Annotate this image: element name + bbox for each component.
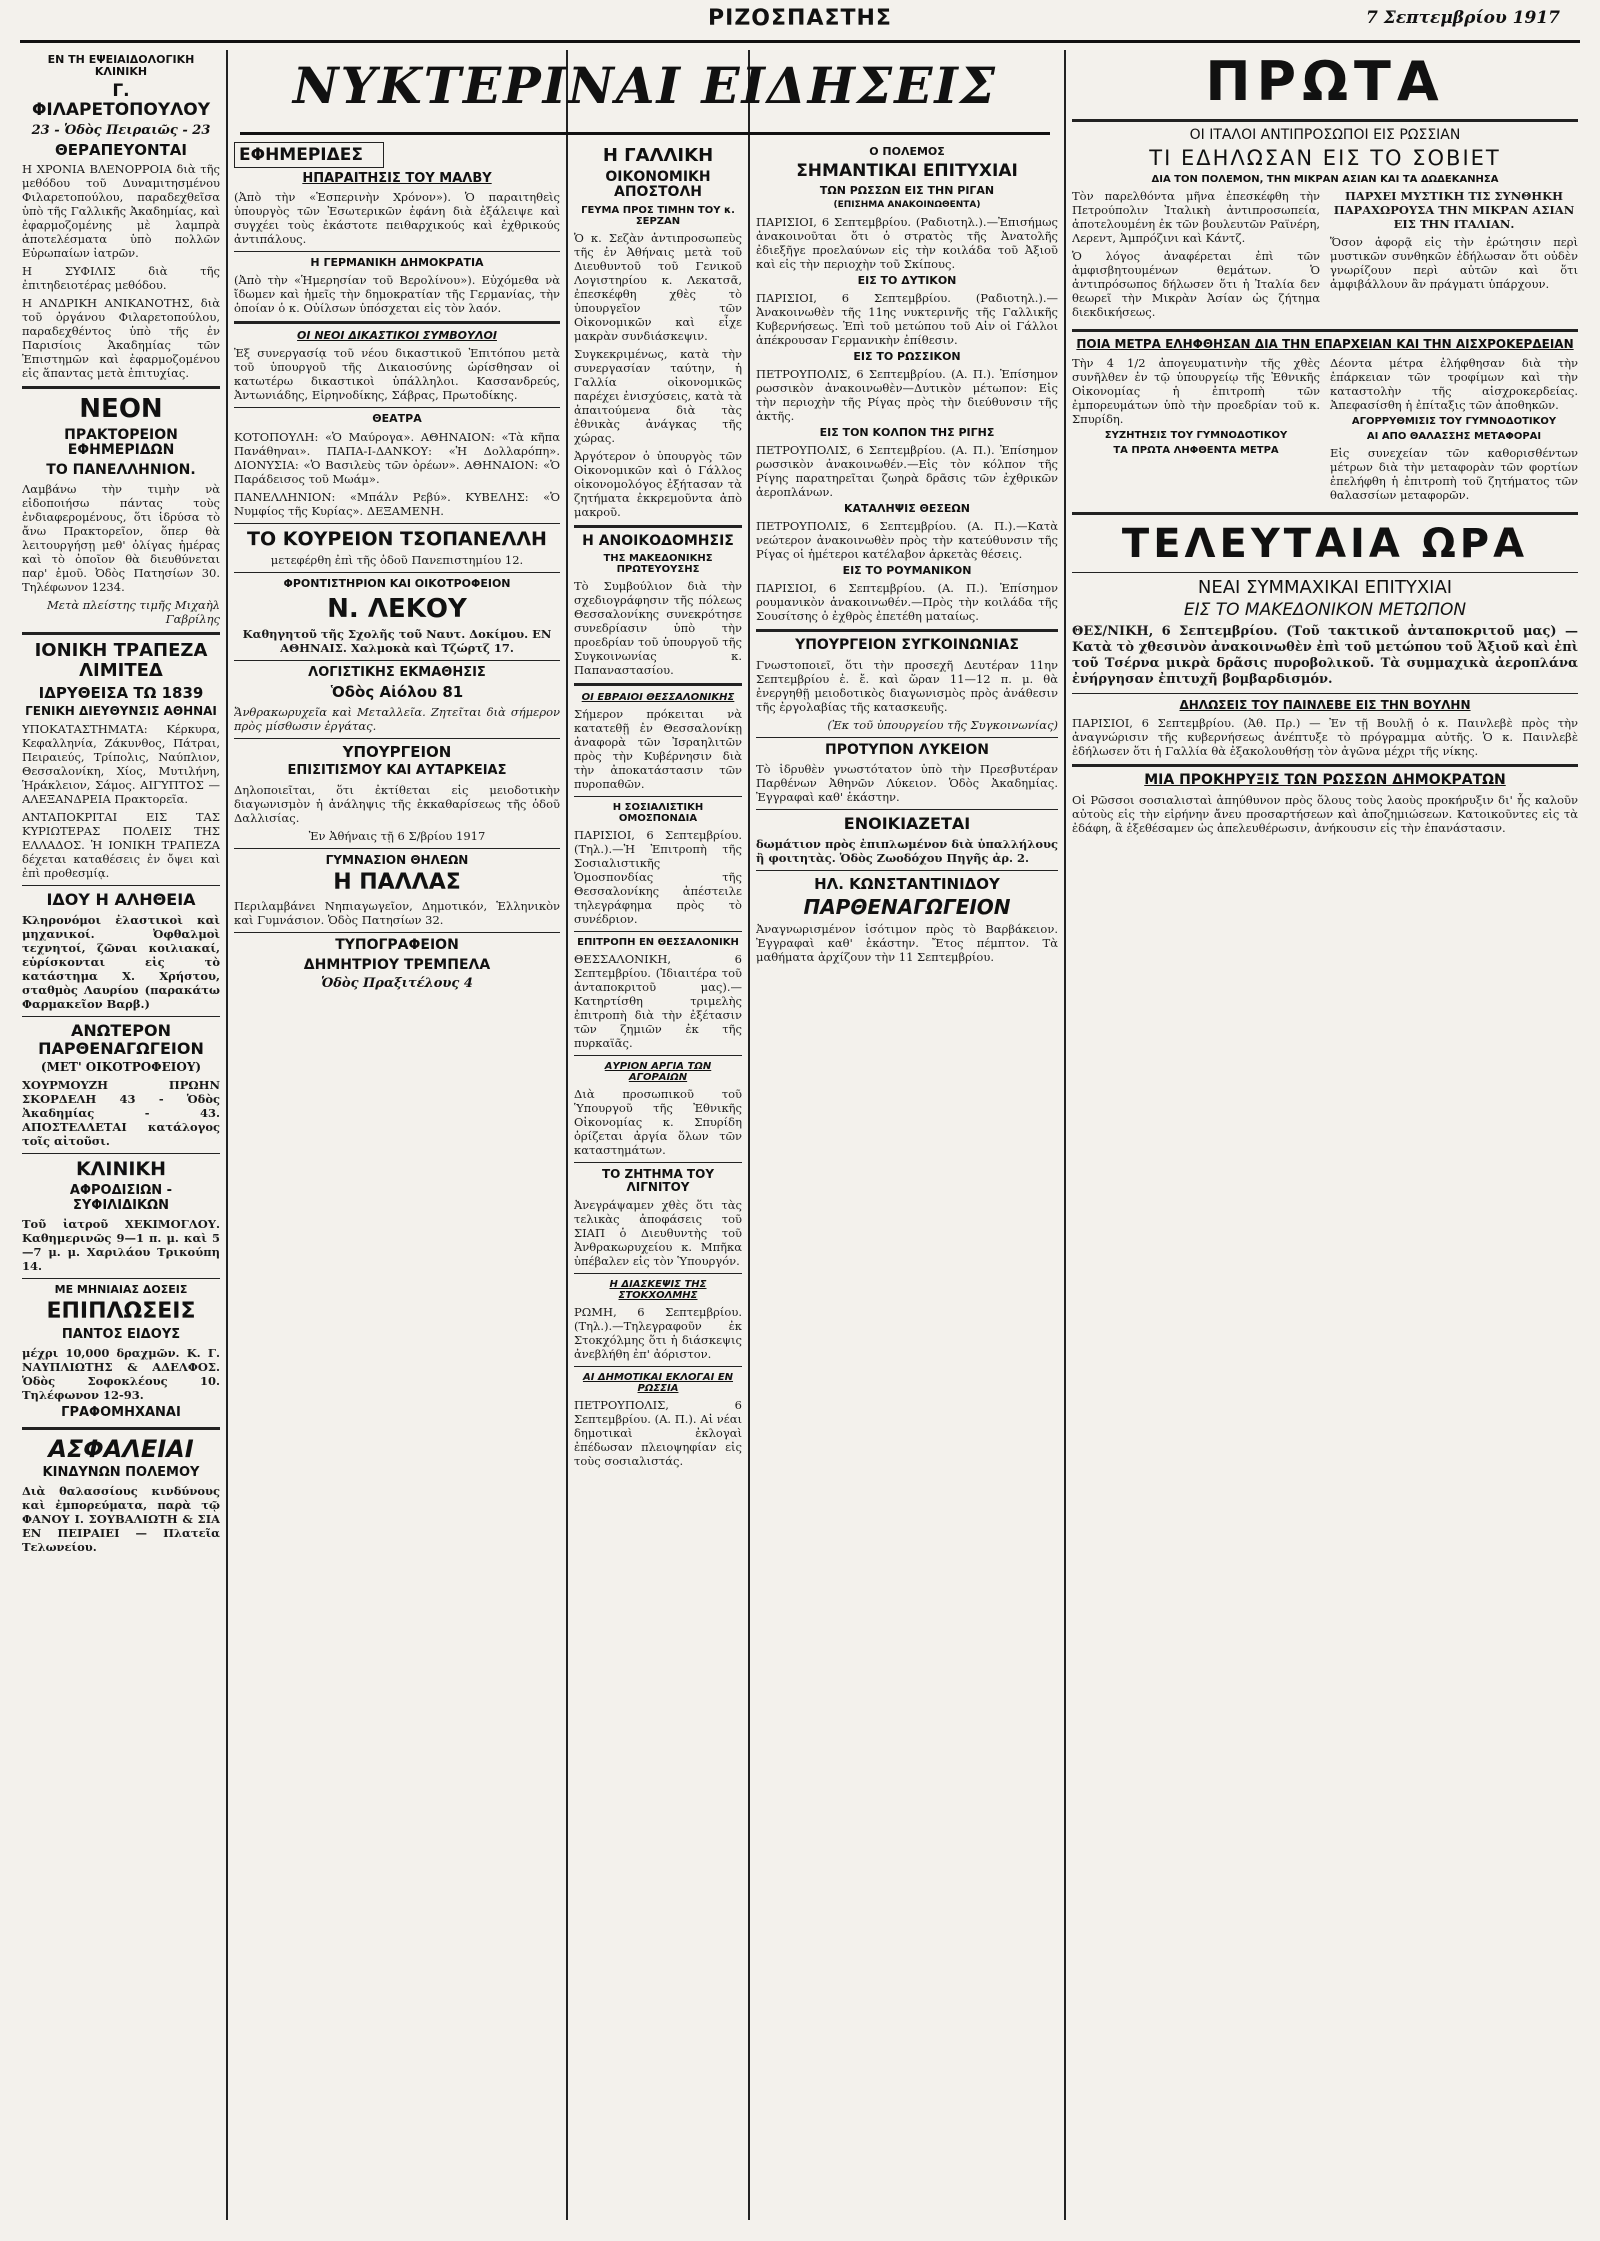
article-heading: ΕΙΣ ΤΟΝ ΚΟΛΠΟΝ ΤΗΣ ΡΙΓΗΣ (819, 425, 995, 439)
bank-direction: ΓΕΝΙΚΗ ΔΙΕΥΘΥΝΣΙΣ ΑΘΗΝΑΙ (25, 704, 217, 719)
divider (234, 251, 560, 252)
printer-name: ΔΗΜΗΤΡΙΟΥ ΤΡΕΜΠΕΛΑ (303, 956, 491, 973)
agency-heading: ΠΡΑΚΤΟΡΕΙΟΝ ΕΦΗΜΕΡΙΔΩΝ (64, 426, 178, 459)
article-text: (Ἀπὸ τὴν «Ἑσπερινὴν Χρόνον»). Ὁ παραιτηθεὶς ὑπουργὸς τῶν Ἐσωτερικῶν ἐφάνη διὰ ἐξάλειψε καὶ συγχέει τοὺς ἐκάστοτε πειθαρχικούς καὶ ἐχθρικούς ἀντιπάλους. (234, 190, 560, 247)
article-heading: ΚΑΤΑΛΗΨΙΣ ΘΕΣΕΩΝ (843, 502, 970, 516)
furniture-text: μέχρι 10,000 δραχμῶν. Κ. Γ. ΝΑΥΠΛΙΩΤΗΣ & ΑΔΕΛΦΟΣ. Ὁδὸς Σοφοκλέους 10. Τηλέφωνον 12-93. (22, 1346, 220, 1403)
masthead-rule (20, 40, 1580, 43)
article-heading: ΥΠΟΥΡΓΕΙΟΝ ΣΥΓΚΟΙΝΩΝΙΑΣ (795, 637, 1019, 654)
agency-name: ΤΟ ΠΑΝΕΛΛΗΝΙΟΝ. (46, 461, 196, 478)
article-text: ΠΑΡΙΣΙΟΙ, 6 Σεπτεμβρίου. (Τηλ.).—Ἡ Ἐπιτροπὴ τῆς Σοσιαλιστικῆς Ὁμοσπονδίας τῆς Θεσσαλονίκης ἀπέστειλε τηλεγράφημα πρὸς τὸ συνέδριον. (574, 827, 742, 926)
clinic-address: 23 - Ὁδὸς Πειραιῶς - 23 (31, 122, 211, 138)
article-text: Οἱ Ρῶσσοι σοσιαλισταὶ ἀπηύθυνον πρὸς ὅλους τοὺς λαοὺς προκήρυξιν δι' ἧς καλοῦν αὐτοὺς εἰς τὴν εἰρήνην ἄνευ προσαρτήσεων καὶ ἀποζημιώσεων. Κατοικοῦντες εἰς τὰ ἐδάφη, ἃ ἐξεθέσαμεν ὡς ἀπελευθέρωσιν, ἀνήκουσιν εἰς τὴν ἐπανάστασιν. (1072, 792, 1578, 835)
column-press (234, 142, 560, 2220)
article-heading: Η ΣΟΣΙΑΛΙΣΤΙΚΗ ΟΜΟΣΠΟΝΔΙΑ (612, 801, 704, 824)
divider (234, 572, 560, 573)
night-news-banner: ΝΥΚΤΕΡΙΝΑΙ ΕΙΔΗΣΕΙΣ (292, 56, 998, 115)
divider (574, 796, 742, 797)
article-heading: ΕΙΣ ΤΟ ΔΥΤΙΚΟΝ (857, 273, 957, 287)
tutoring-text: Καθηγητοῦ τῆς Σχολῆς τοῦ Ναυτ. Δοκίμου. ΕΝ ΑΘΗΝΑΙΣ. Χαλμοκὰ καὶ Τζώρτζ 17. (242, 627, 552, 656)
furniture-subheading: ΠΑΝΤΟΣ ΕΙΔΟΥΣ (61, 1327, 181, 1343)
article-subheading: ΣΥΖΗΤΗΣΙΣ ΤΟΥ ΓΥΜΝΟΔΟΤΙΚΟΥ (1104, 429, 1288, 441)
divider (234, 321, 560, 324)
article-text: Τὸν παρελθόντα μῆνα ἐπεσκέφθη τὴν Πετρούπολιν Ἰταλικὴ ἀντιπροσωπεία, ἀποτελουμένη ἐκ τῶν βουλευτῶν Ραϊνέρη, Λερεντ, Ἀμπρόζινι καὶ Κάντζ. (1072, 189, 1320, 246)
article-text: ΠΑΡΙΣΙΟΙ, 6 Σεπτεμβρίου. (Ραδιοτηλ.).—Ἀνακοινωθὲν τῆς 11ης νυκτερινῆς τῆς Γαλλικῆς Κυβερνήσεως. Ἐπὶ τοῦ μετώπου τοῦ Αἰν οἱ Γάλλοι ἀπέκρουσαν Γερμανικὴν ἐπίθεσιν. (756, 290, 1058, 347)
printer-address: Ὁδὸς Πραξιτέλους 4 (321, 975, 473, 991)
furniture-pre: ΜΕ ΜΗΝΙΑΙΑΣ ΔΟΣΕΙΣ (54, 1282, 188, 1296)
article-subheading: ΔΙΑ ΤΟΝ ΠΟΛΕΜΟΝ, ΤΗΝ ΜΙΚΡΑΝ ΑΣΙΑΝ ΚΑΙ ΤΑ ΔΩΔΕΚΑΝΗΣΑ (1151, 174, 1499, 186)
clinic-text: Η ΑΝΔΡΙΚΗ ΑΝΙΚΑΝΟΤΗΣ, διὰ τοῦ ὀργάνου Φιλαρετοπούλου, παραδεχθέντος ὑπὸ τῆς ἐν Παρισίοις Ἀκαδημίας τῶν Ἐπιστημῶν καὶ ἐφαρμοζομένου εἰς ἅπαντας μετὰ ἐπιτυχίας. (22, 296, 220, 381)
divider (574, 1366, 742, 1367)
article-heading: ΑΙ ΔΗΜΟΤΙΚΑΙ ΕΚΛΟΓΑΙ ΕΝ ΡΩΣΣΙΑ (582, 1372, 734, 1395)
article-text: Ἀνεγράψαμεν χθὲς ὅτι τὰς τελικὰς ἀποφάσεις τοῦ ΣΙΑΠ ὁ Διευθυντὴς τοῦ Ἀνθρακωρυχείου κ. Μπῆκα ὑπέβαλεν εἰς τὸν Ὑπουργόν. (574, 1198, 742, 1269)
divider (574, 525, 742, 528)
truth-heading: ΙΔΟΥ Η ΑΛΗΘΕΙΑ (46, 890, 196, 910)
article-text: ΠΑΡΙΣΙΟΙ, 6 Σεπτεμβρίου. (Α. Π.). Ἐπίσημον ρουμανικὸν ἀνακοινωθέν.—Πρὸς τὴν κοιλάδα τῆς Σουσίτσης ὁ ἐχθρὸς ἐπετέθη ματαίως. (756, 581, 1058, 624)
divider (22, 632, 220, 635)
clinic2-heading: ΚΛΙΝΙΚΗ (75, 1158, 167, 1181)
article-subheading: ΑΓΟΡΡΥΘΜΙΣΙΣ ΤΟΥ ΓΥΜΝΟΔΟΤΙΚΟΥ (1351, 415, 1557, 427)
article-subheading: ΤΑ ΠΡΩΤΑ ΛΗΦΘΕΝΤΑ ΜΕΤΡΑ (1113, 444, 1279, 456)
article-heading: ΣΗΜΑΝΤΙΚΑΙ ΕΠΙΤΥΧΙΑΙ (796, 161, 1018, 182)
divider (756, 870, 1058, 871)
article-heading: Η ΓΕΡΜΑΝΙΚΗ ΔΗΜΟΚΡΑΤΙΑ (310, 256, 484, 270)
gymnasium-heading: ΓΥΜΝΑΣΙΟΝ ΘΗΛΕΩΝ (325, 852, 469, 867)
clinic2-subheading: ΑΦΡΟΔΙΣΙΩΝ - ΣΥΦΙΛΙΔΙΚΩΝ (69, 1183, 173, 1213)
divider (234, 407, 560, 408)
divider (22, 885, 220, 886)
insurance-subheading: ΚΙΝΔΥΝΩΝ ΠΟΛΕΜΟΥ (42, 1465, 200, 1481)
clinic-heading: ΕΝ ΤΗ ΕΨΕΙΑΙΔΟΛΟΓΙΚΗ ΚΛΙΝΙΚΗ (47, 53, 195, 79)
article-source: (Ἐκ τοῦ ὑπουργείου τῆς Συγκοινωνίας) (827, 717, 1058, 732)
divider (574, 1055, 742, 1056)
issue-date: 7 Σεπτεμβρίου 1917 (1366, 8, 1560, 28)
article-text: ΠΕΤΡΟΥΠΟΛΙΣ, 6 Σεπτεμβρίου. (Α. Π.). Ἐπίσημον ρωσσικὸν ἀνακοινωθὲν—Δυτικὸν μέτωπον: Εἰς τὴν περιοχὴν τῆς Ρίγας πρὸς τὴν διεύθυνσιν τῆς ἀκτῆς. (756, 366, 1058, 423)
insurance-heading: ΑΣΦΑΛΕΙΑΙ (48, 1434, 194, 1463)
article-heading: ΜΙΑ ΠΡΟΚΗΡΥΞΙΣ ΤΩΝ ΡΩΣΣΩΝ ΔΗΜΟΚΡΑΤΩΝ (1144, 772, 1506, 789)
clinic-text: Η ΣΥΦΙΛΙΣ διὰ τῆς ἐπιτηδειοτέρας μεθόδου. (22, 264, 220, 293)
divider (756, 737, 1058, 738)
divider (234, 932, 560, 933)
article-callout: ΠΑΡΧΕΙ ΜΥΣΤΙΚΗ ΤΙΣ ΣΥΝΘΗΚΗ ΠΑΡΑΧΩΡΟΥΣΑ ΤΗΝ ΜΙΚΡΑΝ ΑΣΙΑΝ ΕΙΣ ΤΗΝ ΙΤΑΛΙΑΝ. (1333, 189, 1575, 232)
article-text: Ἐξ συνεργασίᾳ τοῦ νέου δικαστικοῦ Ἐπιτόπου μετὰ τοῦ ὑπουργοῦ τῆς Δικαιοσύνης ὡρίσθησαν οἱ κατωτέρω δικαστικοὶ ὑπάλληλοι. Κασσανδρεύς, Ἀντωνιάδης, Εἰρηνοδίκης, Σάβρας, Πρωτοδίκης. (234, 346, 560, 403)
ministry-date: Ἐν Ἀθήναις τῇ 6 Σ/βρίου 1917 (308, 828, 486, 843)
article-text: Ἀργότερον ὁ ὑπουργὸς τῶν Οἰκονομικῶν καὶ ὁ Γάλλος οἰκονομολόγος ἐξήτασαν τὰ ζητήματα ἐκκρεμοῦντα ἀπὸ μακροῦ. (574, 448, 742, 519)
divider (1072, 693, 1578, 694)
divider (574, 683, 742, 686)
lyceum-heading: ΠΡΟΤΥΠΟΝ ΛΥΚΕΙΟΝ (825, 741, 989, 758)
article-text: ΠΕΤΡΟΥΠΟΛΙΣ, 6 Σεπτεμβρίου. (Α. Π.).—Κατὰ νεώτερον ἀνακοινωθὲν πρὸς τὴν κατεύθυνσιν τῆς Ρίγας οἱ ἡμέτεροι κατέλαβον ἀρκετὰς θέσεις. (756, 519, 1058, 562)
article-text: Δέοντα μέτρα ἐλήφθησαν διὰ τὴν ἐπάρκειαν τῶν τροφίμων καὶ τὴν καταστολὴν τῆς αἰσχροκερδείας. Ἀπεφασίσθη ἡ ἐπίταξις τῶν ἀποθηκῶν. (1330, 355, 1578, 412)
column-rule (748, 50, 750, 2220)
article-subheading: ΓΕΥΜΑ ΠΡΟΣ ΤΙΜΗΝ ΤΟΥ κ. ΣΕΡΖΑΝ (581, 204, 735, 227)
tutoring-name: Ν. ΛΕΚΟΥ (327, 593, 467, 624)
article-text: Σήμερον πρόκειται νὰ κατατεθῇ ἐν Θεσσαλονίκῃ ἀναφορὰ τῶν Ἰσραηλιτῶν πρὸς τὴν Κυβέρνησιν διὰ τὴν ἀποκατάστασιν τῶν πυροπαθῶν. (574, 706, 742, 791)
agency-text: Λαμβάνω τὴν τιμὴν νὰ εἰδοποιήσω πάντας τοὺς ἐνδιαφερομένους, ὅτι ἱδρύσα τὸ ἄνω Πρακτορεῖον, ὅπερ θὰ λειτουργήσῃ μεθ' ὀλίγας ἡμέρας καὶ τὸ ὁποῖον θὰ διευθύνεται παρ' ἐμοῦ. Ὀδὸς Πατησίων 30. Τηλέφωνον 1234. (22, 482, 220, 595)
article-heading: ΤΙ ΕΔΗΛΩΣΑΝ ΕΙΣ ΤΟ ΣΟΒΙΕΤ (1149, 146, 1501, 171)
article-text: (Ἀπὸ τὴν «Ἡμερησίαν τοῦ Βερολίνου»). Εὐχόμεθα νὰ ἴδωμεν καὶ ἡμεῖς τὴν δημοκρατίαν τῆς Γερμανίας, τὴν ὁποίαν ὁ κ. Οὐίλσων ὑπόσχεται εἰς τὸν λαόν. (234, 273, 560, 316)
typewriters: ΓΡΑΦΟΜΗΧΑΝΑΙ (61, 1405, 181, 1421)
article-heading: ΟΙ ΕΒΡΑΙΟΙ ΘΕΣΣΑΛΟΝΙΚΗΣ (581, 691, 735, 703)
school-subheading: (ΜΕΤ' ΟΙΚΟΤΡΟΦΕΙΟΥ) (40, 1060, 202, 1075)
article-heading: ΗΠΑΡΑΙΤΗΣΙΣ ΤΟΥ ΜΑΛΒΥ (302, 171, 492, 186)
article-subheading: (ΕΠΙΣΗΜΑ ΑΝΑΚΟΙΝΩΘΕΝΤΑ) (833, 199, 981, 210)
column-rule (566, 50, 568, 2220)
divider (234, 848, 560, 849)
proto-banner: ΠΡΩΤΑ (1205, 50, 1445, 113)
divider (1072, 119, 1578, 122)
divider (234, 738, 560, 739)
article-text: ΠΕΤΡΟΥΠΟΛΙΣ, 6 Σεπτεμβρίου. (Α. Π.). Αἱ νέαι δημοτικαὶ ἐκλογαὶ ἐπέδωσαν πλειοψηφίαν εἰς τοὺς σοσιαλιστάς. (574, 1398, 742, 1469)
article-text: Εἰς συνεχείαν τῶν καθορισθέντων μέτρων διὰ τὴν μεταφορὰν τῶν φορτίων ἐπελήφθη ἡ ἐπιτροπὴ τοῦ ζητήματος τῶν θαλασσίων μεταφορῶν. (1330, 445, 1578, 502)
divider (22, 386, 220, 389)
bank-text: ΥΠΟΚΑΤΑΣΤΗΜΑΤΑ: Κέρκυρα, Κεφαλληνία, Ζάκυνθος, Πάτραι, Πειραιεύς, Τρίπολις, Ναύπλιον, Θεσσαλονίκη, Χίος, Μυτιλήνη, Ἡράκλειον, Σάμος. ΑΙΓΥΠΤΟΣ — ΑΛΕΞΑΝΔΡΕΙΑ Πρακτορεῖα. (22, 722, 220, 807)
divider (22, 1016, 220, 1017)
article-subheading: ΑΙ ΑΠΟ ΘΑΛΑΣΣΗΣ ΜΕΤΑΦΟΡΑΙ (1366, 430, 1542, 442)
article-text: Τὸ Συμβούλιον διὰ τὴν σχεδιογράφησιν τῆς πόλεως Θεσσαλονίκης συνεκρότησε συνεδρίασιν ὑπὸ τὴν προεδρίαν τοῦ ὑπουργοῦ τῆς Συγκοινωνίας κ. Παπαναστασίου. (574, 578, 742, 677)
article-heading: ΑΥΡΙΟΝ ΑΡΓΙΑ ΤΩΝ ΑΓΟΡΑΙΩΝ (604, 1060, 712, 1083)
barber-text: μετεφέρθη ἐπὶ τῆς ὁδοῦ Πανεπιστημίου 12. (270, 553, 524, 568)
bank-founded: ΙΔΡΥΘΕΙΣΑ ΤΩ 1839 (38, 683, 204, 702)
theatres-heading: ΘΕΑΤΡΑ (372, 412, 422, 426)
school-text: ΧΟΥΡΜΟΥΖΗ ΠΡΩΗΝ ΣΚΟΡΔΕΛΗ 43 - Ὁδὸς Ἀκαδημίας - 43. ΑΠΟΣΤΕΛΛΕΤΑΙ κατάλογος τοῖς αἰτοῦσι. (22, 1078, 220, 1149)
divider (1072, 764, 1578, 767)
article-text: ΘΕΣΣΑΛΟΝΙΚΗ, 6 Σεπτεμβρίου. (Ἰδιαιτέρα τοῦ ἀνταποκριτοῦ μας).—Κατηρτίσθη τριμελὴς ἐπιτροπὴ διὰ τὴν ἐξέτασιν τῶν ζημιῶν ἐκ τῆς πυρκαϊᾶς. (574, 951, 742, 1050)
article-subheading: ΤΗΣ ΜΑΚΕΔΟΝΙΚΗΣ ΠΡΩΤΕΥΟΥΣΗΣ (603, 552, 713, 575)
girls-school-heading: ΠΑΡΘΕΝΑΓΩΓΕΙΟΝ (803, 895, 1011, 920)
article-text: Διὰ προσωπικοῦ τοῦ Ὑπουργοῦ τῆς Ἐθνικῆς Οἰκονομίας κ. Σπυρίδη ὁρίζεται ἀργία ὅλων τῶν καταστημάτων. (574, 1086, 742, 1157)
ministry-subheading: ΕΠΙΣΙΤΙΣΜΟΥ ΚΑΙ ΑΥΤΑΡΚΕΙΑΣ (287, 763, 507, 779)
section-kicker: Ο ΠΟΛΕΜΟΣ (869, 145, 945, 158)
article-heading: ΔΗΛΩΣΕΙΣ ΤΟΥ ΠΑΙΝΛΕΒΕ ΕΙΣ ΤΗΝ ΒΟΥΛΗΝ (1179, 698, 1471, 713)
column-war (756, 142, 1058, 2220)
girls-school-text: Ἀναγνωρισμένον ἰσότιμον πρὸς τὸ Βαρβάκειον. Ἐγγραφαὶ καθ' ἑκάστην. Ἔτος πέμπτον. Τὰ μαθήματα ἀρχίζουν τὴν 11 Σεπτεμβρίου. (756, 922, 1058, 965)
clinic-text: Η ΧΡΟΝΙΑ ΒΛΕΝΟΡΡΟΙΑ διὰ τῆς μεθόδου τοῦ Δυναμιτησμένου Φιλαρετοπούλου, παραδεχθεῖσα ὑπὸ τῆς Γαλλικῆς Ἀκαδημίας, καὶ ἐφαρμοζομένης μὲ λαμπρὰ ἀποτελέσματα ὑπὸ πολλῶν Εὐρωπαίων ἰατρῶν. (22, 162, 220, 261)
divider (574, 1273, 742, 1274)
article-heading: ΝΕΑΙ ΣΥΜΜΑΧΙΚΑΙ ΕΠΙΤΥΧΙΑΙ (1197, 576, 1453, 598)
article-heading: ΟΙΚΟΝΟΜΙΚΗ ΑΠΟΣΤΟΛΗ (605, 168, 711, 201)
article-heading: ΕΙΣ ΤΟ ΜΑΚΕΔΟΝΙΚΟΝ ΜΕΤΩΠΟΝ (1183, 600, 1467, 621)
clinic2-text: Τοῦ ἰατροῦ ΧΕΚΙΜΟΓΛΟΥ. Καθημερινῶς 9—1 π. μ. καὶ 5—7 μ. μ. Χαριλάου Τρικούπη 14. (22, 1216, 220, 1273)
accounting-address: Ὁδὸς Αἰόλου 81 (330, 683, 464, 702)
article-heading: Η ΑΝΟΙΚΟΔΟΜΗΣΙΣ (582, 532, 734, 549)
divider (756, 629, 1058, 632)
newspaper-name: ΡΙΖΟΣΠΑΣΤΗΣ (708, 6, 892, 31)
article-text: ΠΕΤΡΟΥΠΟΛΙΣ, 6 Σεπτεμβρίου. (Α. Π.). Ἐπίσημον ρωσσικὸν ἀνακοινωθέν.—Εἰς τὸν κόλπον τῆς Ρίγης παρατηρεῖται ζωηρὰ δρᾶσις τῶν ἐχθρικῶν ἀεροπλάνων. (756, 443, 1058, 500)
divider (1072, 512, 1578, 515)
divider (234, 523, 560, 524)
article-heading: ΕΠΙΤΡΟΠΗ ΕΝ ΘΕΣΣΑΛΟΝΙΚΗ (577, 936, 739, 948)
divider (1072, 572, 1578, 573)
article-heading: ΤΟ ΖΗΤΗΜΑ ΤΟΥ ΛΙΓΝΙΤΟΥ (601, 1166, 715, 1195)
article-text: Γνωστοποιεῖ, ὅτι τὴν προσεχῆ Δευτέραν 11ην Σεπτεμβρίου ἐ. ἔ. καὶ ὥραν 11—12 π. μ. θὰ ἐνεργηθῇ μειοδοτικὸς διαγωνισμὸς πρὸς ἀνάθεσιν τῆς ἐργολαβίας τῆς κατασκευῆς. (756, 657, 1058, 714)
masthead (0, 0, 1600, 46)
furniture-heading: ΕΠΙΠΛΩΣΕΙΣ (46, 1298, 196, 1324)
divider (22, 1427, 220, 1430)
girls-school-owner: ΗΛ. ΚΩΝΣΤΑΝΤΙΝΙΔΟΥ (814, 874, 1000, 893)
gymnasium-name: Η ΠΑΛΛΑΣ (333, 869, 461, 895)
article-text: ΠΑΡΙΣΙΟΙ, 6 Σεπτεμβρίου. (Ραδιοτηλ.).—Ἐπισήμως ἀνακοινοῦται ὅτι ὁ στρατὸς τῆς Ἀνατολῆς ἐδιεξῆγε προελαύνων εἰς τὴν κοιλάδα τοῦ Ἀξιοῦ καὶ εἰς τὴν περιοχὴν τοῦ Σκίπους. (756, 214, 1058, 271)
ministry-text: Δηλοποιεῖται, ὅτι ἐκτίθεται εἰς μειοδοτικὴν διαγωνισμὸν ἡ ἀνάληψις τῆς ἐκκαθαρίσεως τῆς ὁδοῦ Δαλλισίας. (234, 782, 560, 825)
article-text: ΘΕΣ/ΝΙΚΗ, 6 Σεπτεμβρίου. (Τοῦ τακτικοῦ ἀνταποκριτοῦ μας) — Κατὰ τὸ χθεσινὸν ἀνακοινωθὲν ἐπὶ τοῦ μετώπου τοῦ Ἀξιοῦ καὶ ἐπὶ τοῦ Τσέρνα μικρὰ δρᾶσις πυροβολικοῦ. Τὰ συμμαχικὰ ἀεροπλάνα ἐνήργησαν ἐπιτυχῆ βομβαρδισμόν. (1072, 624, 1578, 688)
tutoring-heading: ΦΡΟΝΤΙΣΤΗΡΙΟΝ ΚΑΙ ΟΙΚΟΤΡΟΦΕΙΟΝ (283, 577, 511, 591)
article-text: ΠΑΡΙΣΙΟΙ, 6 Σεπτεμβρίου. (Ἀθ. Πρ.) — Ἐν τῇ Βουλῇ ὁ κ. Παινλεβὲ πρὸς τὴν ἀναγνώρισιν τῆς κυβερνήσεως ἀνέπτυξε τὸ πρόγραμμα αὐτῆς. Ὁ κ. Παινλεβὲ ἐδήλωσεν ὅτι ἡ Γαλλία θὰ ἐξακολουθήσῃ τὸν ἀγῶνα μέχρι τῆς νίκης. (1072, 716, 1578, 759)
article-subheading: ΤΩΝ ΡΩΣΣΩΝ ΕΙΣ ΤΗΝ ΡΙΓΑΝ (819, 183, 995, 197)
article-heading: ΟΙ ΙΤΑΛΟΙ ΑΝΤΙΠΡΟΣΩΠΟΙ ΕΙΣ ΡΩΣΣΙΑΝ (1189, 127, 1461, 143)
article-text: Τὴν 4 1/2 ἀπογευματινὴν τῆς χθὲς συνῆλθεν ἐν τῷ ὑπουργείῳ τῆς Ἐθνικῆς Οἰκονομίας ἡ ἐπιτροπὴ τῶν ἐμπορευμάτων ὑπὸ τὴν προεδρίαν τοῦ κ. Σπυρίδη. (1072, 355, 1320, 426)
new-heading: ΝΕΟΝ (79, 394, 163, 425)
article-heading: Η ΓΑΛΛΙΚΗ (602, 145, 714, 166)
mines-text: Ἄνθρακωρυχεῖα καὶ Μεταλλεῖα. Ζητεῖται διὰ σήμερον πρὸς μίσθωσιν ἐργάτας. (234, 704, 560, 733)
article-text: Ὅσον ἀφορᾷ εἰς τὴν ἐρώτησιν περὶ μυστικῶν συνθηκῶν ἐδήλωσαν ὅτι οὐδὲν γνωρίζουν περὶ αὐτῶν καὶ ὅτι ἀμφιβάλλουν ἂν πράγματι ὑπάρχουν. (1330, 235, 1578, 292)
article-heading: ΠΟΙΑ ΜΕΤΡΑ ΕΛΗΦΘΗΣΑΝ ΔΙΑ ΤΗΝ ΕΠΑΡΧΕΙΑΝ ΚΑΙ ΤΗΝ ΑΙΣΧΡΟΚΕΡΔΕΙΑΝ (1076, 337, 1574, 352)
column-front (1072, 50, 1578, 2220)
article-text: ΡΩΜΗ, 6 Σεπτεμβρίου. (Τηλ.).—Τηλεγραφοῦν ἐκ Στοκχόλμης ὅτι ἡ διάσκεψις ἀνεβλήθη ἐπ' ἀόριστον. (574, 1305, 742, 1362)
article-text: Ὁ λόγος ἀναφέρεται ἐπὶ τῶν ἀμφισβητουμένων θεμάτων. Ὁ ἀντιπρόσωπος δήλωσεν ὅτι ἡ Ἰταλία δεν θεωρεῖ τὴν Μικρὰν Ἀσίαν ὡς ζήτημα διεκδικήσεως. (1072, 249, 1320, 320)
divider (756, 809, 1058, 810)
article-heading: Η ΔΙΑΣΚΕΨΙΣ ΤΗΣ ΣΤΟΚΧΟΛΜΗΣ (609, 1279, 707, 1302)
accounting-heading: ΛΟΓΙΣΤΙΚΗΣ ΕΚΜΑΘΗΣΙΣ (308, 665, 486, 681)
rent-text: δωμάτιον πρὸς ἐπιπλωμένον διὰ ὑπαλλήλους ἢ φοιτητὰς. Ὁδὸς Ζωοδόχου Πηγῆς ἀρ. 2. (756, 836, 1058, 865)
article-text: Συγκεκριμένως, κατὰ τὴν συνεργασίαν ταύτην, ἡ Γαλλία οἰκονομικῶς παρέχει ἐνισχύσεις, κατὰ τὰ ἀπαιτούμενα διὰ τὰς ἐθνικὰς ἀνάγκας τῆς χώρας. (574, 346, 742, 445)
insurance-text: Διὰ θαλασσίους κινδύνους καὶ ἐμπορεύματα, παρὰ τῷ ΦΑΝΟΥ Ι. ΣΟΥΒΑΛΙΩΤΗ & ΣΙΑ ΕΝ ΠΕΙΡΑΙΕΙ — Πλατεῖα Τελωνείου. (22, 1484, 220, 1555)
article-heading: ΟΙ ΝΕΟΙ ΔΙΚΑΣΤΙΚΟΙ ΣΥΜΒΟΥΛΟΙ (297, 329, 497, 343)
divider (22, 1278, 220, 1279)
article-heading: ΕΙΣ ΤΟ ΡΟΥΜΑΝΙΚΟΝ (842, 564, 972, 578)
divider (22, 1153, 220, 1154)
gymnasium-text: Περιλαμβάνει Νηπιαγωγεῖον, Δημοτικόν, Ἑλληνικὸν καὶ Γυμνάσιον. Ὁδὸς Πατησίων 32. (234, 899, 560, 928)
section-newspapers: ΕΦΗΜΕΡΙΔΕΣ (234, 142, 384, 168)
bank-name: ΙΟΝΙΚΗ ΤΡΑΠΕΖΑ ΛΙΜΙΤΕΔ (34, 640, 208, 681)
column-ads-left (22, 50, 220, 2220)
lyceum-text: Τὸ ἱδρυθὲν γνωστότατον ὑπὸ τὴν Πρεσβυτέραν Παρθένων Ἀθηνῶν Λύκειον. Ὁδὸς Ἀκαδημίας. Ἐγγραφαὶ καθ' ἑκάστην. (756, 762, 1058, 805)
divider (574, 1162, 742, 1163)
divider (1072, 329, 1578, 332)
clinic-doctor-name: Γ. ΦΙΛΑΡΕΤΟΠΟΥΛΟΥ (31, 81, 211, 120)
bank-text: ΑΝΤΑΠΟΚΡΙΤΑΙ ΕΙΣ ΤΑΣ ΚΥΡΙΩΤΕΡΑΣ ΠΟΛΕΙΣ ΤΗΣ ΕΛΛΑΔΟΣ. Ἡ ΙΟΝΙΚΗ ΤΡΑΠΕΖΑ δέχεται καταθέσεις ἐν ὄψει καὶ ἐπὶ προθεσμίᾳ. (22, 810, 220, 881)
column-rule (226, 50, 228, 2220)
ministry-heading: ΥΠΟΥΡΓΕΙΟΝ (342, 742, 452, 761)
school-heading: ΑΝΩΤΕΡΟΝ ΠΑΡΘΕΝΑΓΩΓΕΙΟΝ (38, 1021, 204, 1058)
article-heading: ΕΙΣ ΤΟ ΡΩΣΣΙΚΟΝ (853, 349, 961, 363)
divider (234, 660, 560, 661)
banner-rule (240, 132, 1050, 135)
theatres-text: ΚΟΤΟΠΟΥΛΗ: «Ὁ Μαύρογα». ΑΘΗΝΑΙΟΝ: «Τὰ κῆπα Πανάθηναι». ΠΑΠΑ-Ι-ΔΑΝΚΟΥ: «Ἡ Δολλαρόπη». ΔΙΟΝΥΣΙΑ: «Ὁ Βασιλεὺς τῶν ὀρέων». ΑΘΗΝΑΙΟΝ: «Ὁ Παράδεισος τοῦ Μωάμ». (234, 429, 560, 486)
last-hour-banner: ΤΕΛΕΥΤΑΙΑ ΩΡΑ (1121, 520, 1529, 567)
column-rule (1064, 50, 1066, 2220)
divider (574, 931, 742, 932)
truth-text: Κληρονόμοι ἐλαστικοὶ καὶ μηχανικοί. Ὀφθαλμοὶ τεχνητοί, ζῶναι κοιλιακαί, εὑρίσκονται εἰς τὸ κατάστημα Χ. Χρήστου, σταθμὸς Λαυρίου (παρακάτω Φαρμακεῖον Βαρβ.) (22, 913, 220, 1011)
clinic-treats-heading: ΘΕΡΑΠΕΥΟΝΤΑΙ (55, 140, 187, 159)
printer-heading: ΤΥΠΟΓΡΑΦΕΙΟΝ (335, 937, 459, 954)
article-text: Ὁ κ. Σεζὰν ἀντιπροσωπεὺς τῆς ἐν Ἀθήναις μετὰ τοῦ Διευθυντοῦ τοῦ Γενικοῦ Λογιστηρίου κ. Λεκατσᾶ, ἐπεσκέφθη χθὲς τὸ ὑπουργεῖον τῶν Οἰκονομικῶν καὶ εἶχε μακρὰν συνδιάσκεψιν. (574, 230, 742, 343)
barber-heading: ΤΟ ΚΟΥΡΕΙΟΝ ΤΣΟΠΑΝΕΛΛΗ (247, 527, 547, 550)
rent-heading: ΕΝΟΙΚΙΑΖΕΤΑΙ (843, 814, 971, 834)
column-economy (574, 142, 742, 2220)
agency-signature: Μετὰ πλείστης τιμῆς Μιχαὴλ Γαβρίλης (47, 598, 220, 627)
theatres-text: ΠΑΝΕΛΛΗΝΙΟΝ: «Μπάλν Ρεβύ». ΚΥΒΕΛΗΣ: «Ὁ Νυμφίος τῆς Κυρίας». ΔΕΞΑΜΕΝΗ. (234, 489, 560, 518)
